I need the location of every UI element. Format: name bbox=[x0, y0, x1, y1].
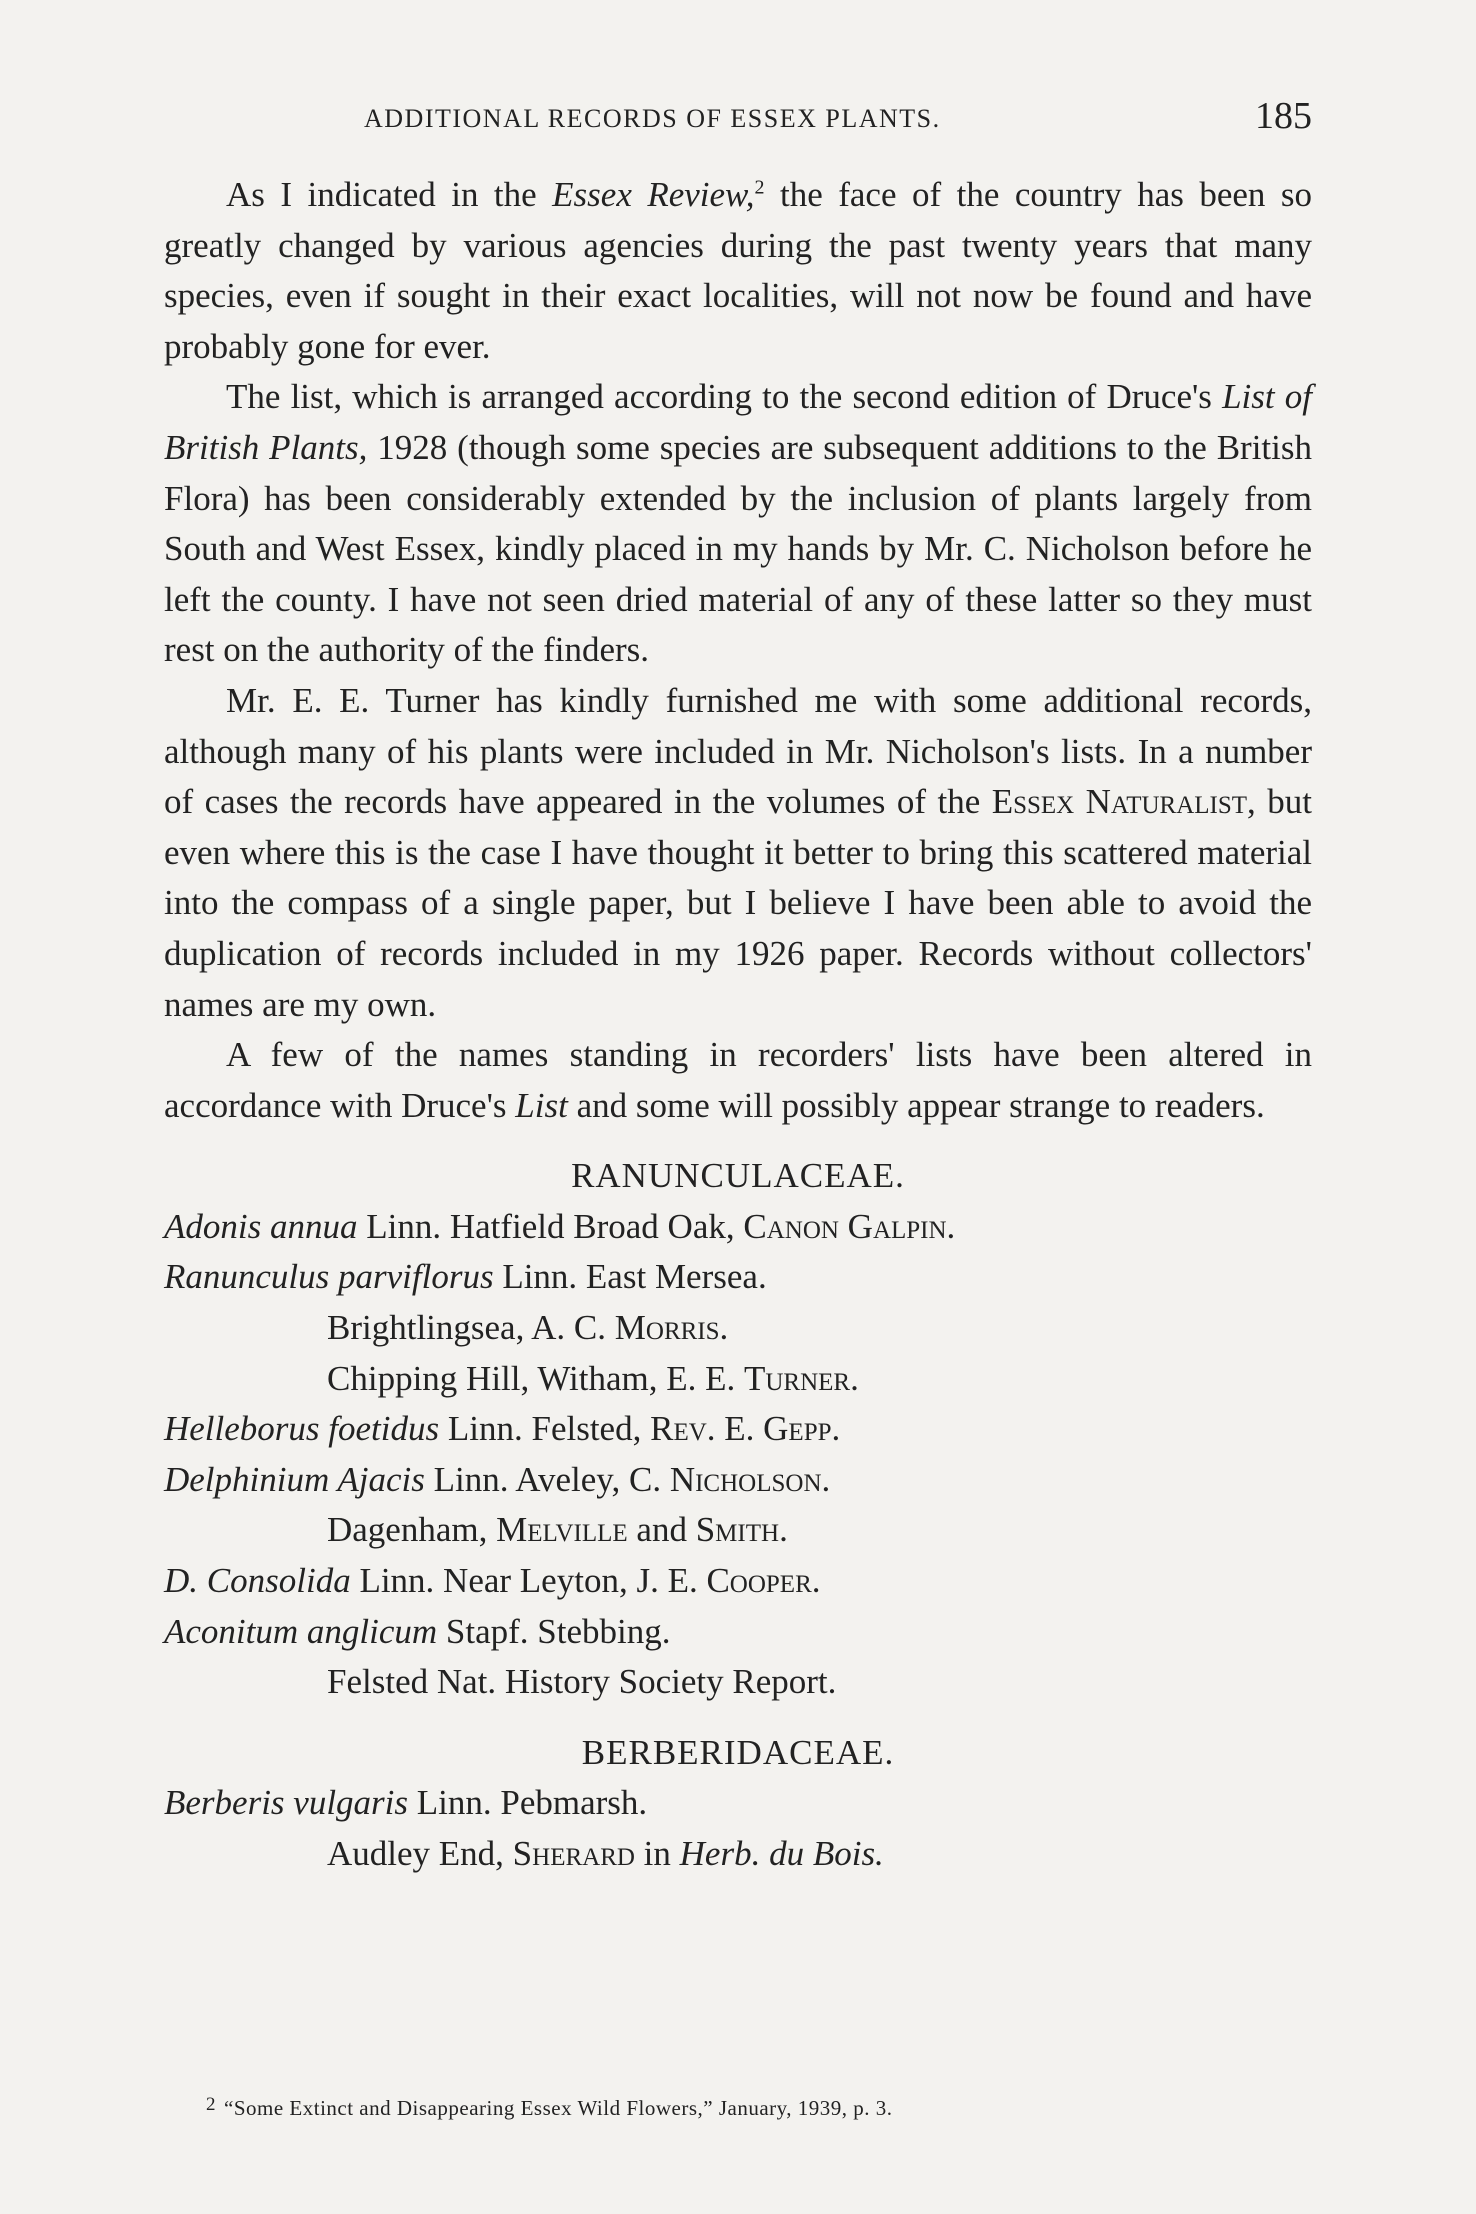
family-heading-ranunculaceae: RANUNCULACEAE. bbox=[571, 1156, 905, 1196]
collector-name: Morris. bbox=[614, 1308, 729, 1348]
collector-name: Sherard bbox=[512, 1834, 635, 1873]
record-text: Linn. Hatfield Broad Oak, bbox=[357, 1206, 744, 1246]
collector-name: Melville bbox=[496, 1510, 628, 1550]
footnote-mark: 2 bbox=[206, 2094, 216, 2115]
record-entry-continuation bbox=[164, 1354, 1312, 1405]
p3-smallcaps: Essex Naturalist bbox=[991, 782, 1248, 822]
paragraph-2 bbox=[164, 372, 1312, 676]
paragraph-1 bbox=[164, 170, 1312, 372]
record-entry bbox=[164, 1455, 1312, 1506]
record-text: Linn. Aveley, C. bbox=[424, 1459, 670, 1499]
p4-italic: List bbox=[515, 1085, 568, 1125]
record-entry bbox=[164, 1202, 1312, 1253]
record-text: Linn. East Mersea. bbox=[493, 1257, 767, 1297]
record-entry-continuation bbox=[164, 1505, 1312, 1556]
collector-name: Nicholson. bbox=[669, 1459, 831, 1499]
p2-italic: List of British Plants, bbox=[164, 377, 1312, 467]
record-entry bbox=[164, 1607, 1312, 1658]
p2-text: The list, which is arranged according to the second edition of Druce's bbox=[226, 377, 1223, 417]
species-name: Helleborus foetidus bbox=[164, 1409, 440, 1449]
record-text: Audley End, bbox=[327, 1834, 513, 1873]
page-header bbox=[164, 95, 1312, 150]
p4-text-rest: and some will possibly appear strange to readers. bbox=[567, 1085, 1265, 1125]
collector-name: Turner. bbox=[743, 1358, 859, 1398]
record-text: Chipping Hill, Witham, E. E. bbox=[327, 1358, 744, 1398]
footnote bbox=[206, 2094, 1306, 2121]
p1-text: As I indicated in the bbox=[226, 175, 553, 214]
record-entry-continuation bbox=[164, 1303, 1312, 1354]
record-entry-continuation bbox=[164, 1829, 1312, 1880]
family-heading-berberidaceae: BERBERIDACEAE. bbox=[581, 1732, 895, 1772]
p3-text: Mr. E. E. Turner has kindly furnished me with some additional records, although many of his plants were included in Mr. Nicholson's lists. In a number of cases the records have appeared in the volumes of the bbox=[164, 680, 1312, 822]
body-text bbox=[164, 170, 1312, 1880]
p2-text-rest: 1928 (though some species are subsequent additions to the British Flora) has been considerably extended by the inclusion of plants largely from South and West Essex, kindly placed in my hands by Mr. C. Nicholson before he left the county. I have not seen dried material of any of these latter so they must rest on the authority of the finders. bbox=[164, 427, 1312, 670]
p1-italic: Essex Review, bbox=[552, 175, 755, 214]
running-title: ADDITIONAL RECORDS OF ESSEX PLANTS. bbox=[364, 104, 941, 133]
record-entry bbox=[164, 1778, 1312, 1829]
record-entry bbox=[164, 1404, 1312, 1455]
species-name: Adonis annua bbox=[164, 1206, 358, 1246]
collector-name: Smith. bbox=[695, 1510, 788, 1550]
footnote-text: “Some Extinct and Disappearing Essex Wild Flowers,” January, 1939, p. 3. bbox=[224, 2096, 893, 2120]
record-entry bbox=[164, 1252, 1312, 1303]
collector-name: Cooper. bbox=[706, 1561, 821, 1601]
record-entry bbox=[164, 1556, 1312, 1607]
record-text: Dagenham, bbox=[327, 1510, 497, 1550]
record-text: Linn. Felsted, bbox=[439, 1409, 651, 1449]
record-text: in bbox=[634, 1834, 680, 1873]
collector-name: Rev. E. Gepp. bbox=[650, 1409, 841, 1449]
paragraph-3 bbox=[164, 676, 1312, 1030]
page-number: 185 bbox=[1255, 95, 1312, 137]
p4-text: A few of the names standing in recorders' lists have been altered in accordance with Druce's bbox=[164, 1035, 1312, 1125]
record-text: Stapf. Stebbing. bbox=[437, 1611, 671, 1651]
record-text: Felsted Nat. History Society Report. bbox=[327, 1662, 837, 1702]
species-name: Ranunculus parviflorus bbox=[164, 1257, 494, 1297]
record-text: and bbox=[627, 1510, 696, 1550]
record-text: Linn. Near Leyton, J. E. bbox=[350, 1561, 707, 1601]
paragraph-4 bbox=[164, 1030, 1312, 1131]
species-name: D. Consolida bbox=[164, 1561, 351, 1601]
herbarium-name: Herb. du Bois. bbox=[679, 1834, 884, 1873]
species-name: Delphinium Ajacis bbox=[164, 1459, 425, 1499]
p1-text-rest: the face of the country has been so greatly changed by various agencies during the past twenty years that many species, even if sought in their exact localities, will not now be found and have probably gone for ever. bbox=[164, 175, 1312, 366]
p3-text-rest: , but even where this is the case I have thought it better to bring this scattered material into the compass of a single paper, but I believe I have been able to avoid the duplication of records included in my 1926 paper. Records without collectors' names are my own. bbox=[164, 782, 1312, 1024]
record-text: Linn. Pebmarsh. bbox=[408, 1783, 648, 1823]
species-name: Berberis vulgaris bbox=[164, 1783, 409, 1823]
footnote-ref: 2 bbox=[754, 176, 765, 199]
species-name: Aconitum anglicum bbox=[164, 1611, 438, 1651]
record-entry-continuation bbox=[164, 1657, 1312, 1708]
collector-name: Canon Galpin. bbox=[743, 1206, 956, 1246]
record-text: Brightlingsea, A. C. bbox=[327, 1308, 615, 1348]
